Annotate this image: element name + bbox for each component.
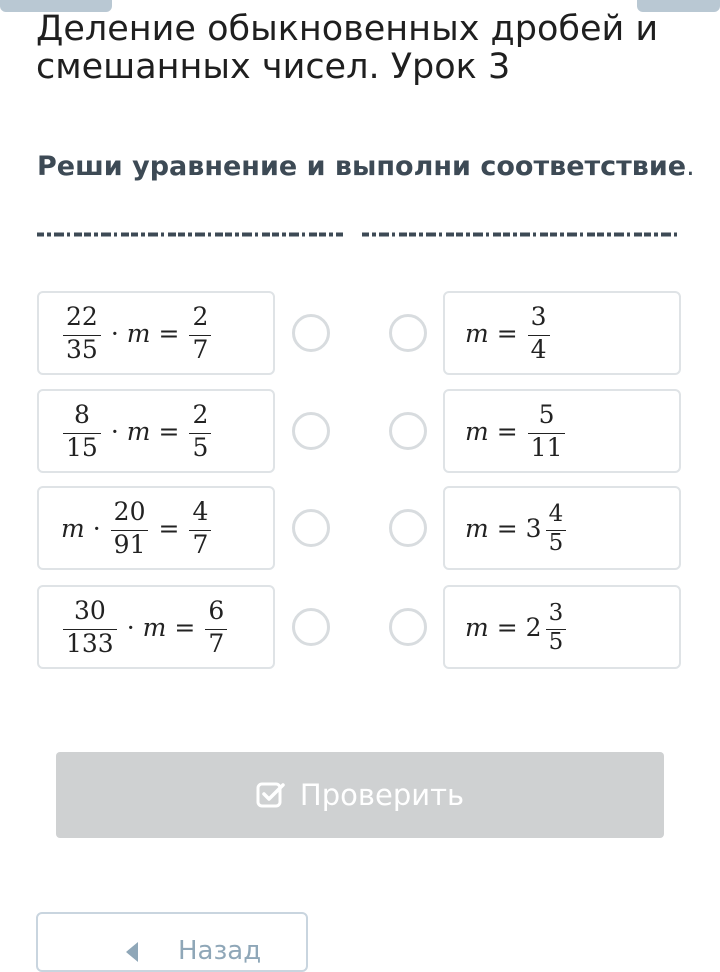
- dot-operator: ·: [126, 612, 135, 642]
- fraction: [63, 401, 101, 462]
- fraction-denominator: 35: [63, 335, 101, 364]
- fraction: [189, 401, 211, 462]
- answer-expression: [445, 293, 699, 373]
- dashed-divider-left: [37, 232, 343, 237]
- dot-operator: ·: [92, 513, 101, 543]
- variable-m: m: [142, 612, 167, 642]
- fraction-numerator: 6: [208, 595, 225, 625]
- fraction: [528, 303, 550, 364]
- back-button-label: Назад: [178, 936, 262, 966]
- fraction-numerator: 20: [113, 496, 146, 526]
- fraction: [546, 502, 567, 555]
- equation-expression: [39, 293, 295, 373]
- check-button-label: Проверить: [299, 778, 465, 812]
- answer-card[interactable]: [443, 585, 681, 669]
- instruction-text: Реши уравнение и выполни соответствие: [37, 151, 687, 182]
- fraction-denominator: 15: [63, 433, 101, 462]
- equals-sign: =: [496, 318, 518, 348]
- fraction: [63, 597, 117, 658]
- left-radio-button[interactable]: [292, 412, 330, 450]
- dot-operator: ·: [110, 416, 119, 446]
- fraction: [111, 498, 149, 559]
- variable-m: m: [465, 513, 489, 543]
- answer-card[interactable]: [443, 389, 681, 473]
- left-radio-button[interactable]: [292, 608, 330, 646]
- check-button[interactable]: [56, 752, 664, 838]
- fraction-denominator: 5: [546, 530, 567, 555]
- answer-card[interactable]: [443, 486, 681, 570]
- fraction-denominator: 11: [528, 433, 566, 462]
- right-radio-button[interactable]: [389, 608, 427, 646]
- checkbox-check-icon: [256, 781, 286, 809]
- fraction-denominator: 5: [189, 433, 211, 462]
- equals-sign: =: [158, 513, 180, 543]
- fraction-denominator: 7: [189, 530, 211, 559]
- fraction: [63, 303, 101, 364]
- fraction-denominator: 5: [546, 629, 567, 654]
- variable-m: m: [61, 513, 85, 543]
- arrow-left-icon: [126, 942, 138, 962]
- answer-expression: [445, 587, 699, 667]
- fraction: [189, 498, 211, 559]
- fraction-denominator: 133: [63, 629, 117, 658]
- right-radio-button[interactable]: [389, 412, 427, 450]
- right-radio-button[interactable]: [389, 509, 427, 547]
- fraction: [528, 401, 566, 462]
- right-radio-button[interactable]: [389, 314, 427, 352]
- answer-expression: [445, 391, 699, 471]
- variable-m: m: [126, 318, 151, 348]
- whole-part: 3: [525, 513, 542, 543]
- fraction: [546, 601, 567, 654]
- variable-m: m: [465, 318, 489, 348]
- whole-part: 2: [525, 612, 542, 642]
- fraction-denominator: 7: [189, 335, 211, 364]
- fraction-numerator: 8: [73, 399, 90, 429]
- fraction-denominator: 7: [205, 629, 227, 658]
- equation-expression: [39, 587, 295, 667]
- fraction: [205, 597, 227, 658]
- variable-m: m: [126, 416, 151, 446]
- back-button[interactable]: [36, 912, 308, 972]
- equals-sign: =: [496, 416, 518, 446]
- fraction: [189, 303, 211, 364]
- equation-card[interactable]: [37, 486, 275, 570]
- left-radio-button[interactable]: [292, 509, 330, 547]
- left-radio-button[interactable]: [292, 314, 330, 352]
- equals-sign: =: [496, 513, 518, 543]
- fraction-numerator: 5: [538, 399, 555, 429]
- answer-card[interactable]: [443, 291, 681, 375]
- lesson-title: Деление обыкновенных дробей и смешанных чисел. Урок 3: [36, 9, 659, 87]
- task-instruction: [37, 151, 695, 182]
- equation-card[interactable]: [37, 291, 275, 375]
- fraction-denominator: 4: [528, 335, 550, 364]
- fraction-numerator: 4: [548, 500, 564, 527]
- equals-sign: =: [496, 612, 518, 642]
- fraction-numerator: 2: [192, 399, 209, 429]
- instruction-period: .: [686, 151, 695, 182]
- fraction-denominator: 91: [111, 530, 149, 559]
- fraction-numerator: 3: [530, 301, 547, 331]
- fraction-numerator: 3: [548, 599, 564, 626]
- equation-card[interactable]: [37, 389, 275, 473]
- variable-m: m: [465, 612, 489, 642]
- dashed-divider-right: [362, 232, 680, 237]
- equals-sign: =: [158, 318, 180, 348]
- fraction-numerator: 22: [66, 301, 98, 331]
- equals-sign: =: [158, 416, 180, 446]
- equals-sign: =: [174, 612, 196, 642]
- equation-expression: [39, 488, 295, 568]
- variable-m: m: [465, 416, 489, 446]
- equation-card[interactable]: [37, 585, 275, 669]
- dot-operator: ·: [110, 318, 119, 348]
- equation-expression: [39, 391, 295, 471]
- fraction-numerator: 30: [73, 595, 106, 625]
- answer-expression: [445, 488, 699, 568]
- fraction-numerator: 4: [192, 496, 209, 526]
- fraction-numerator: 2: [192, 301, 209, 331]
